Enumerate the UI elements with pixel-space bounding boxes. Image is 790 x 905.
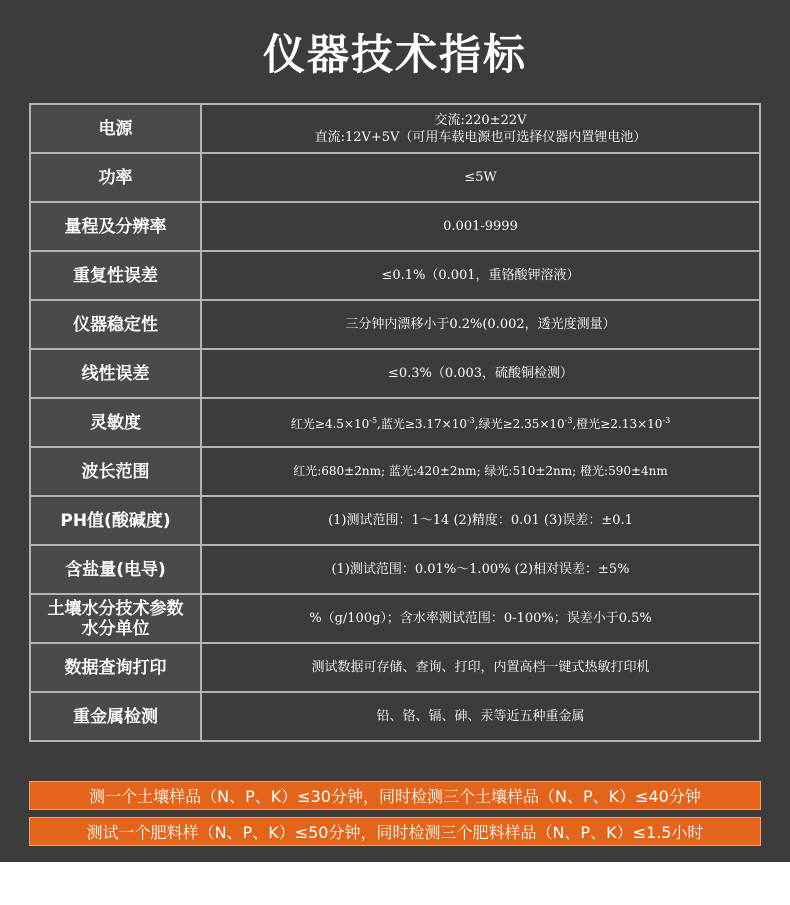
sensitivity-red: 红光≥4.5×10 (290, 417, 370, 431)
power-ac: 交流:220±22V (434, 112, 527, 128)
row-label-range: 量程及分辨率 (30, 202, 201, 251)
sensitivity-green-exp: -3 (564, 416, 573, 425)
table-row (30, 447, 760, 496)
table-row (30, 643, 760, 692)
row-label-wavelength: 波长范围 (30, 447, 201, 496)
table-row (30, 398, 760, 447)
row-label-power-source: 电源 (30, 104, 201, 153)
soil-moisture-label-line2: 水分单位 (81, 618, 150, 639)
sensitivity-orange: ,橙光≥2.13×10 (572, 417, 663, 431)
row-value-range: 0.001-9999 (201, 202, 760, 251)
sensitivity-green: ,绿光≥2.35×10 (474, 417, 565, 431)
row-value-heavy-metal: 铅、铬、镉、砷、汞等近五种重金属 (201, 692, 760, 741)
row-value-soil-moisture: %（g/100g）；含水率测试范围：0-100%；误差小于0.5% (201, 594, 760, 643)
spec-table (29, 103, 761, 742)
sensitivity-orange-exp: -3 (662, 416, 671, 425)
table-row (30, 300, 760, 349)
row-value-linearity: ≤0.3%（0.003，硫酸铜检测） (201, 349, 760, 398)
row-value-data-print: 测试数据可存储、查询、打印，内置高档一键式热敏打印机 (201, 643, 760, 692)
table-row (30, 202, 760, 251)
row-label-ph: PH值(酸碱度) (30, 496, 201, 545)
row-label-stability: 仪器稳定性 (30, 300, 201, 349)
table-row (30, 349, 760, 398)
sensitivity-red-exp: -5 (369, 416, 378, 425)
row-value-power: ≤5W (201, 153, 760, 202)
row-label-repeatability: 重复性误差 (30, 251, 201, 300)
soil-test-time-banner: 测一个土壤样品（N、P、K）≤30分钟，同时检测三个土壤样品（N、P、K）≤40分钟 (29, 781, 761, 810)
row-value-power-source (201, 104, 760, 153)
row-value-ph: (1)测试范围：1～14 (2)精度：0.01 (3)误差：±0.1 (201, 496, 760, 545)
sensitivity-blue: ,蓝光≥3.17×10 (377, 417, 467, 431)
fertilizer-test-time-banner: 测试一个肥料样（N、P、K）≤50分钟，同时检测三个肥料样品（N、P、K）≤1.5小时 (29, 817, 761, 846)
power-dc: 直流:12V+5V（可用车载电源也可选择仪器内置锂电池） (314, 129, 647, 145)
row-label-heavy-metal: 重金属检测 (30, 692, 201, 741)
page-title: 仪器技术指标 (262, 30, 527, 79)
row-label-soil-moisture (30, 594, 201, 643)
table-row (30, 594, 760, 643)
row-label-data-print: 数据查询打印 (30, 643, 201, 692)
row-value-stability: 三分钟内漂移小于0.2%(0.002，透光度测量） (201, 300, 760, 349)
row-value-wavelength: 红光:680±2nm; 蓝光:420±2nm; 绿光:510±2nm; 橙光:590±4nm (201, 447, 760, 496)
row-label-salinity: 含盐量(电导) (30, 545, 201, 594)
table-row (30, 104, 760, 153)
table-row (30, 496, 760, 545)
row-value-sensitivity (201, 398, 760, 447)
table-row (30, 692, 760, 741)
row-label-linearity: 线性误差 (30, 349, 201, 398)
row-label-sensitivity: 灵敏度 (30, 398, 201, 447)
table-row (30, 545, 760, 594)
soil-moisture-label-line1: 土壤水分技术参数 (47, 598, 184, 619)
row-value-repeatability: ≤0.1%（0.001，重铬酸钾溶液） (201, 251, 760, 300)
table-row (30, 153, 760, 202)
sensitivity-blue-exp: -3 (466, 416, 475, 425)
row-label-power: 功率 (30, 153, 201, 202)
row-value-salinity: (1)测试范围：0.01%～1.00% (2)相对误差：±5% (201, 545, 760, 594)
table-row (30, 251, 760, 300)
